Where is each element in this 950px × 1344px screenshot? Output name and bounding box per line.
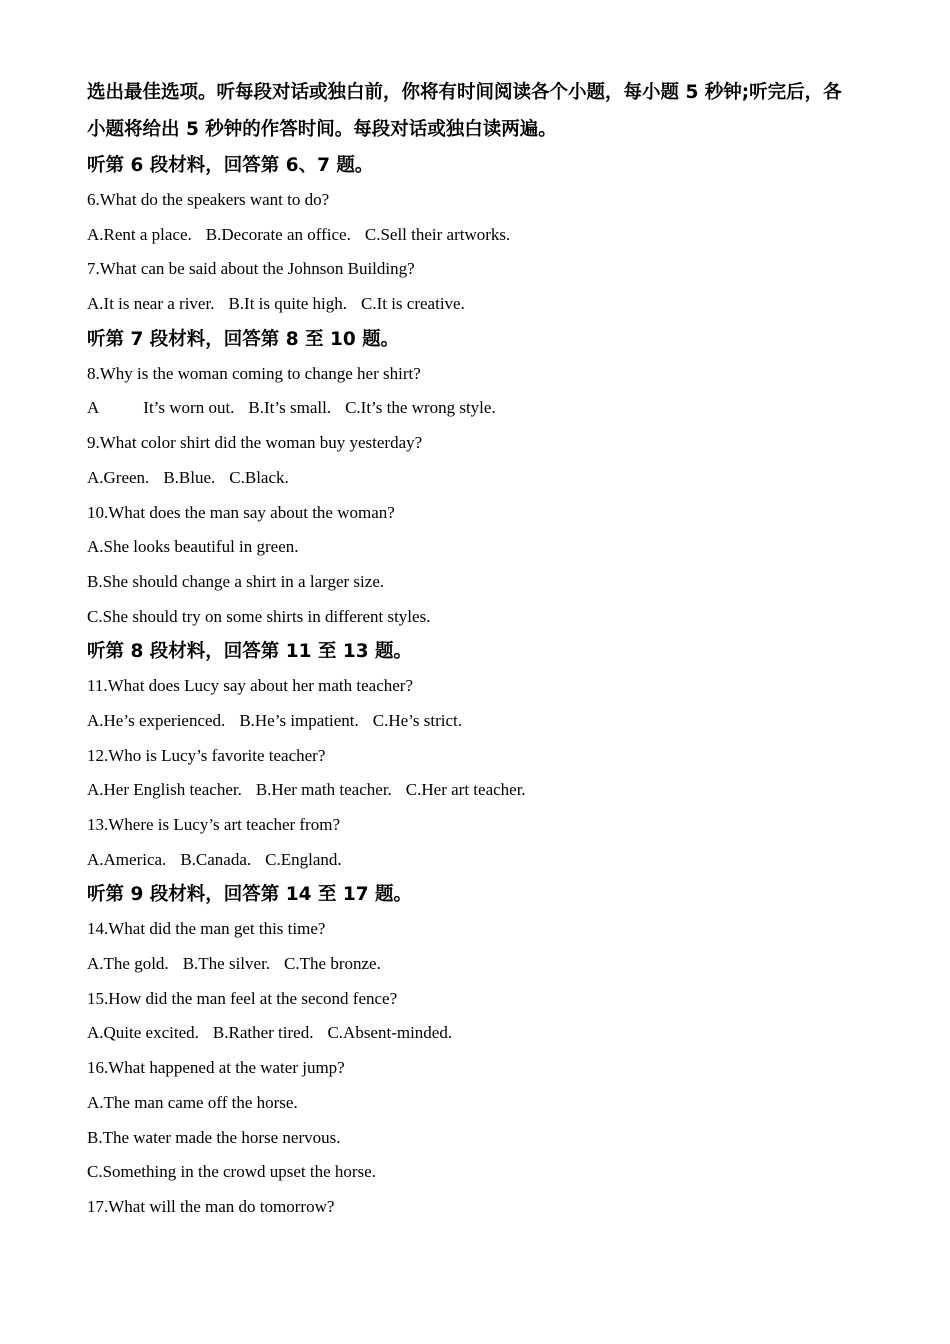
section-instructions	[87, 74, 877, 148]
question-15-options	[87, 1016, 877, 1051]
question-9-options	[87, 461, 877, 496]
question-8-option-a-text: It’s worn out.	[143, 398, 235, 418]
question-7-options	[87, 287, 877, 322]
question-13-stem: 13.Where is Lucy’s art teacher from?	[87, 815, 340, 834]
question-11-option-a: A.He’s experienced.	[87, 710, 226, 730]
question-14-option-b: B.The silver.	[182, 954, 271, 974]
question-7-option-a: A.It is near a river.	[87, 294, 215, 314]
question-13-options	[87, 843, 877, 878]
question-7-option-b: B.It is quite high.	[228, 294, 347, 314]
instructions-line-2: 小题将给出 5 秒钟的作答时间。每段对话或独白读两遍。	[87, 119, 557, 140]
question-11-option-c: C.He’s strict.	[372, 710, 463, 730]
question-15-option-c: C.Absent-minded.	[327, 1023, 453, 1043]
question-12-option-a: A.Her English teacher.	[87, 780, 242, 800]
question-15-option-b: B.Rather tired.	[212, 1023, 314, 1043]
question-12-option-b: B.Her math teacher.	[255, 780, 392, 800]
question-7-option-c: C.It is creative.	[360, 294, 465, 314]
question-11-stem: 11.What does Lucy say about her math teacher?	[87, 676, 414, 696]
question-10-option-b: B.She should change a shirt in a larger size.	[87, 571, 385, 591]
question-6-options	[87, 218, 877, 253]
question-12-option-c: C.Her art teacher.	[405, 780, 526, 800]
question-13-option-b: B.Canada.	[180, 849, 252, 869]
question-8-option-b: B.It’s small.	[248, 398, 332, 418]
question-17-stem: 17.What will the man do tomorrow?	[87, 1196, 335, 1216]
question-13-option-c: C.England.	[265, 849, 342, 869]
question-14-option-c: C.The bronze.	[284, 954, 381, 974]
question-7-stem: 7.What can be said about the Johnson Building?	[87, 259, 415, 279]
question-9-stem: 9.What color shirt did the woman buy yesterday?	[87, 433, 423, 453]
question-16-option-c: C.Something in the crowd upset the horse.	[87, 1162, 376, 1182]
section-heading-material-6: 听第 6 段材料，回答第 6、7 题。	[87, 155, 374, 176]
question-15-stem: 15.How did the man feel at the second fence?	[87, 988, 398, 1008]
question-9-option-a: A.Green.	[87, 467, 150, 487]
question-11-options	[87, 704, 877, 739]
section-heading-material-9: 听第 9 段材料，回答第 14 至 17 题。	[87, 884, 413, 906]
section-heading-material-7: 听第 7 段材料，回答第 8 至 10 题。	[87, 328, 400, 350]
question-10-stem: 10.What does the man say about the woman?	[87, 502, 395, 522]
question-14-options	[87, 947, 877, 982]
question-9-option-b: B.Blue.	[163, 467, 216, 487]
question-6-option-b: B.Decorate an office.	[205, 224, 351, 244]
question-6-option-c: C.Sell their artworks.	[364, 224, 511, 244]
question-10-option-c: C.She should try on some shirts in different styles.	[87, 606, 431, 626]
question-10-option-a: A.She looks beautiful in green.	[87, 537, 299, 557]
question-12-stem: 12.Who is Lucy’s favorite teacher?	[87, 745, 326, 765]
question-9-option-c: C.Black.	[229, 467, 289, 487]
question-8-option-a-letter: A	[87, 398, 100, 418]
question-8-options	[87, 391, 877, 426]
question-16-option-b: B.The water made the horse nervous.	[87, 1127, 341, 1147]
instructions-line-1: 选出最佳选项。听每段对话或独白前，你将有时间阅读各个小题，每小题 5 秒钟;听完后，各	[87, 82, 842, 103]
question-6-stem: 6.What do the speakers want to do?	[87, 190, 330, 209]
question-12-options	[87, 773, 877, 808]
question-13-option-a: A.America.	[87, 849, 167, 869]
question-8-stem: 8.Why is the woman coming to change her shirt?	[87, 363, 421, 383]
question-11-option-b: B.He’s impatient.	[239, 710, 359, 730]
question-15-option-a: A.Quite excited.	[87, 1023, 199, 1043]
question-16-option-a: A.The man came off the horse.	[87, 1092, 298, 1112]
question-14-stem: 14.What did the man get this time?	[87, 919, 326, 939]
exam-page	[87, 74, 877, 1225]
section-heading-material-8: 听第 8 段材料，回答第 11 至 13 题。	[87, 641, 413, 663]
question-14-option-a: A.The gold.	[87, 954, 169, 974]
question-8-option-c: C.It’s the wrong style.	[345, 398, 496, 418]
question-16-stem: 16.What happened at the water jump?	[87, 1058, 345, 1078]
question-6-option-a: A.Rent a place.	[87, 224, 192, 244]
